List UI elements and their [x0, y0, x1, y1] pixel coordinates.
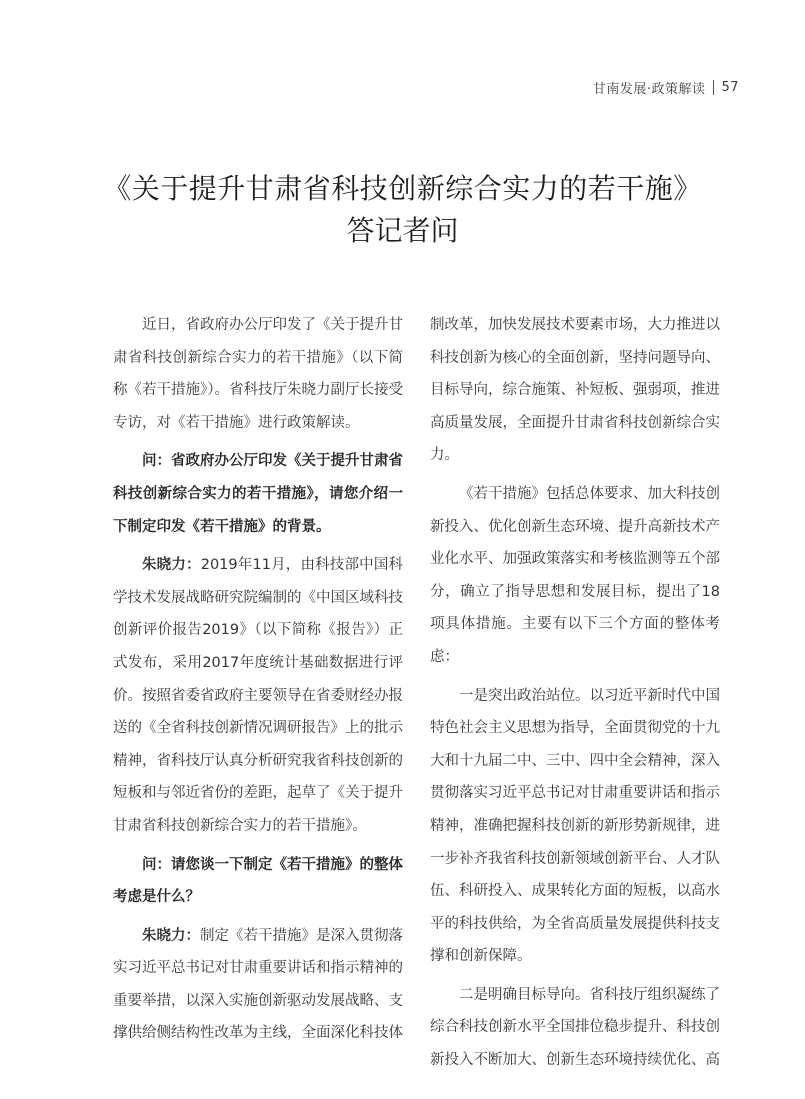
question-2: 问：请您谈一下制定《若干措施》的整体考虑是什么？ — [113, 856, 403, 906]
section-label: 甘南发展·政策解读 — [592, 82, 706, 97]
answer-1-text: 2019年11月，由科技部中国科学技术发展战略研究院编制的《中国区域科技创新评价报告2019》（以下简称《报告》）正式发布，采用2017年度统计基础数据进行评价。按照省委省政府主要领导在省委财经办报送的《全省科技创新情况调研报告》上的批示精神，省科技厅认真分析研究我省科技创新的短板和与邻近省份的差距，起草了《关于提升甘肃省科技创新综合实力的若干措施》。 — [113, 557, 404, 834]
article-title — [0, 168, 805, 252]
left-column — [113, 309, 403, 1050]
paragraph-point-2: 二是明确目标导向。省科技厅组织凝练了综合科技创新水平全国排位稳步提升、科技创新投入不断加大、创新生态环境持续优化、高 — [430, 986, 720, 1069]
answer-2 — [113, 920, 403, 1050]
header-divider — [713, 80, 714, 95]
paragraph-overview: 《若干措施》包括总体要求、加大科技创新投入、优化创新生态环境、提升高新技术产业化水平、加强政策落实和考核监测等五个部分，确立了指导思想和发展目标，提出了18项具体措施。主要有以下三个方面的整体考虑： — [430, 485, 720, 665]
answer-2-text: 制定《若干措施》是深入贯彻落实习近平总书记对甘肃重要讲话和指示精神的重要举措，以深入实施创新驱动发展战略、支撑供给侧结构性改革为主线，全面深化科技体 — [113, 927, 403, 1042]
intro-paragraph: 近日，省政府办公厅印发了《关于提升甘肃省科技创新综合实力的若干措施》（以下简称《若干措施》）。省科技厅朱晓力副厅长接受专访，对《若干措施》进行政策解读。 — [113, 317, 403, 431]
paragraph-point-1: 一是突出政治站位。以习近平新时代中国特色社会主义思想为指导，全面贯彻党的十九大和十九届二中、三中、四中全会精神，深入贯彻落实习近平总书记对甘肃重要讲话和指示精神，准确把握科技创新的新形势新规律，进一步补齐我省科技创新领域创新平台、人才队伍、科研投入、成果转化方面的短板，以高水平的科技供给，为全省高质量发展提供科技支撑和创新保障。 — [430, 687, 720, 965]
right-column — [430, 309, 720, 1077]
running-header — [593, 78, 739, 97]
continued-paragraph: 制改革，加快发展技术要素市场，大力推进以科技创新为核心的全面创新，坚持问题导向、目标导向，综合施策、补短板、强弱项，推进高质量发展，全面提升甘肃省科技创新综合实力。 — [430, 317, 720, 464]
title-line-2: 答记者问 — [346, 214, 459, 247]
question-1: 问：省政府办公厅印发《关于提升甘肃省科技创新综合实力的若干措施》，请您介绍一下制定印发《若干措施》的背景。 — [113, 453, 403, 535]
title-line-1: 《关于提升甘肃省科技创新综合实力的若干施》 — [103, 172, 702, 205]
answer-1-speaker: 朱晓力： — [142, 557, 201, 574]
answer-2-speaker: 朱晓力： — [142, 927, 200, 944]
answer-1 — [113, 549, 403, 842]
page-number: 57 — [721, 80, 739, 95]
